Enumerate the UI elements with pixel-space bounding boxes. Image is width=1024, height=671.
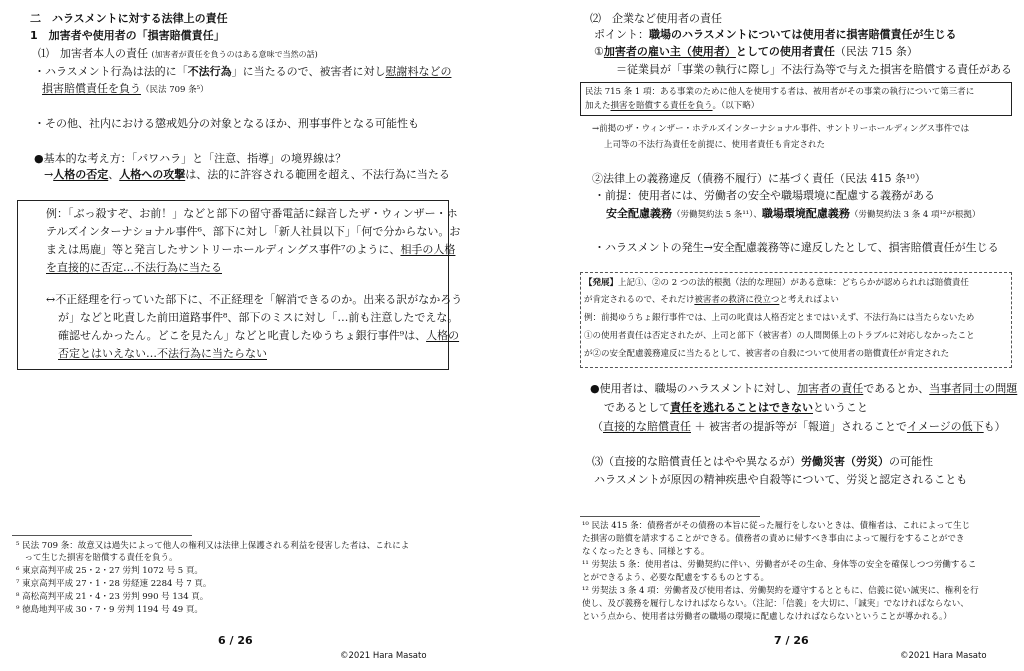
footnote: た損害の賠償を請求することができる。債務者の責めに帰すべき事由によって履行をすることができ: [582, 534, 965, 544]
footnote: という点から、使用者は労働者の職場の環境に配慮しなければならないということが導かれる。）: [582, 612, 952, 622]
civil-code-text: 加えた損害を賠償する責任を負う。（以下略）: [585, 101, 760, 111]
footnote: ⁵ 民法 709 条：故意又は過失によって他人の権利又は法律上保護される利益を侵害した者は、これによ: [16, 541, 410, 551]
advanced-note-line: が肯定されるので、それだけ被害者の救済に役立つと考えればよい: [584, 295, 839, 305]
premise-line: ・前提：使用者には、労働者の安全や職場環境に配慮する義務がある: [594, 189, 935, 202]
case-line: 確認せんかったん。どこを見たん」などと叱責したゆうちょ銀行事件⁹は、人格の: [58, 329, 460, 342]
page-number: 7 / 26: [774, 634, 809, 647]
damages-liability: 損害賠償責任を負う: [42, 82, 141, 95]
copyright: ©2021 Hara Masato: [900, 651, 987, 661]
harassment-breach-line: ・ハラスメントの発生→安全配慮義務等に違反したとして、損害賠償責任が生じる: [594, 241, 999, 254]
tort-term: 不法行為: [187, 65, 232, 78]
item-1-title: ⑴ 加害者本人の責任: [38, 47, 148, 60]
case-line: テルズインターナショナル事件⁶、部下に対し「新人社員以下」「何で分からない。お: [46, 225, 461, 238]
duties-line: 安全配慮義務（労働契約法 5 条¹¹）、職場環境配慮義務（労働契約法 3 条 4 項¹²が根拠）: [606, 207, 981, 220]
case-line: ↔不正経理を行っていた部下に、不正経理を「解消できるのか。出来る訳がなかろう: [46, 293, 463, 306]
case-line: 例：「ぶっ殺すぞ、お前！」などと部下の留守番電話に録音したザ・ウィンザー・ホ: [46, 207, 458, 220]
advanced-note-line: 例：前掲ゆうちょ銀行事件では、上司の叱責は人格否定とまではいえず、不法行為には当たらないため: [584, 313, 975, 323]
case-line: が」などと叱責した前田道路事件⁸、部下のミスに対し「…前も注意したでえな。: [58, 311, 459, 324]
section-heading: 二 ハラスメントに対する法律上の責任: [30, 12, 228, 25]
page-number: 6 / 26: [218, 634, 253, 647]
footnote: ⁹ 徳島地判平成 30・7・9 労判 1194 号 49 頁。: [16, 605, 203, 615]
employer-heading: ⑵ 企業など使用者の責任: [590, 12, 722, 25]
workers-comp-detail: ハラスメントが原因の精神疾患や自殺等について、労災と認定されることも: [594, 473, 968, 486]
damages-line: 損害賠償責任を負う（民法 709 条⁵）: [42, 82, 209, 95]
footnote: とができるよう、必要な配慮をするものとする。: [582, 573, 770, 583]
footnote: ¹¹ 労契法 5 条：使用者は、労働契約に伴い、労働者がその生命、身体等の安全を確保しつつ労働するこ: [582, 560, 977, 570]
page-7: [512, 0, 1024, 671]
employer-conclusion-line: であるとして責任を逃れることはできないということ: [604, 401, 868, 414]
precedent-line: 上司等の不法行為責任を前提に、使用者責任も肯定された: [604, 140, 826, 150]
advanced-note-line: 【発展】上記①、②の 2 つの法的根拠（法的な理屈）がある意味：どちらかが認められれば賠償責任: [584, 278, 969, 288]
advanced-note-line: ①の使用者責任は否定されたが、上司と部下（被害者）の人間関係上のトラブルに対応しなかったこと: [584, 331, 975, 341]
workers-comp-line: ⑶（直接的な賠償責任とはやや異なるが）労働災害（労災）の可能性: [592, 455, 933, 468]
footnote: ⁷ 東京高判平成 27・1・28 労経速 2284 号 7 頁。: [16, 579, 212, 589]
breach-duty-line: ②法律上の義務違反（債務不履行）に基づく責任（民法 415 条¹⁰）: [592, 172, 926, 185]
footnote: ¹⁰ 民法 415 条：債務者がその債務の本旨に従った履行をしないときは、債権者は、これによって生じ: [582, 521, 971, 531]
footnote: 使し、及び義務を履行しなければならない。（注記：「信義」を大切に、「誠実」でなければならない、: [582, 599, 969, 609]
precedent-line: →前掲のザ・ウィンザー・ホテルズインターナショナル事件、サントリーホールディングス事件では: [592, 124, 970, 134]
case-line: まえは馬鹿」等と発言したサントリーホールディングス事件⁷のように、相手の人格: [46, 243, 456, 256]
footnote-divider: [580, 516, 760, 517]
liability-line: ・ハラスメント行為は法的に「不法行為」に当たるので、被害者に対し慰謝料などの: [34, 65, 452, 78]
definition-line: ＝従業員が「事業の執行に際し」不法行為等で与えた損害を賠償する責任がある: [616, 63, 1012, 76]
item-1-note: (加害者が責任を負うのはある意味で当然の話): [151, 50, 318, 59]
footnote: なくなったときも、同様とする。: [582, 547, 710, 557]
employer-conclusion-line: ●使用者は、職場のハラスメントに対し、加害者の責任であるとか、当事者同士の問題: [590, 382, 1018, 395]
footnote-divider: [12, 535, 192, 536]
civil-code-text: 民法 715 条 1 項：ある事業のために他人を使用する者は、被用者がその事業の執行について第三者に: [585, 87, 975, 97]
personality-line: →人格の否定、人格への攻撃は、法的に許容される範囲を超え、不法行為に当たる: [44, 168, 450, 181]
subsection-heading: 1 加害者や使用者の「損害賠償責任」: [30, 29, 225, 42]
footnote: ¹² 労契法 3 条 4 項：労働者及び使用者は、労働契約を遵守するとともに、信義に従い誠実に、権利を行: [582, 586, 979, 596]
copyright: ©2021 Hara Masato: [340, 651, 427, 661]
vicarious-liability-line: ①加害者の雇い主（使用者）としての使用者責任（民法 715 条）: [594, 45, 918, 58]
employer-conclusion-line: （直接的な賠償責任 ＋ 被害者の提訴等が「報道」されることでイメージの低下も）: [592, 420, 1006, 433]
item-1-title-line: [38, 47, 318, 61]
advanced-note-line: が②の安全配慮義務違反に当たるとして、被害者の自殺について使用者の賠償責任が肯定された: [584, 349, 950, 359]
footnote: ⁸ 高松高判平成 21・4・23 労判 990 号 134 頁。: [16, 592, 209, 602]
case-line: を直接的に否定…不法行為に当たる: [46, 261, 222, 274]
basic-idea-line: ●基本的な考え方：「パワハラ」と「注意、指導」の境界線は？: [34, 152, 347, 165]
footnote: ⁶ 東京高判平成 25・2・27 労判 1072 号 5 頁。: [16, 566, 203, 576]
disciplinary-line: ・その他、社内における懲戒処分の対象となるほか、刑事事件となる可能性も: [34, 117, 419, 130]
case-line: 否定とはいえない…不法行為に当たらない: [58, 347, 267, 360]
footnote: って生じた損害を賠償する責任を負う。: [16, 553, 178, 563]
point-line: ポイント：職場のハラスメントについては使用者に損害賠償責任が生じる: [594, 28, 957, 41]
